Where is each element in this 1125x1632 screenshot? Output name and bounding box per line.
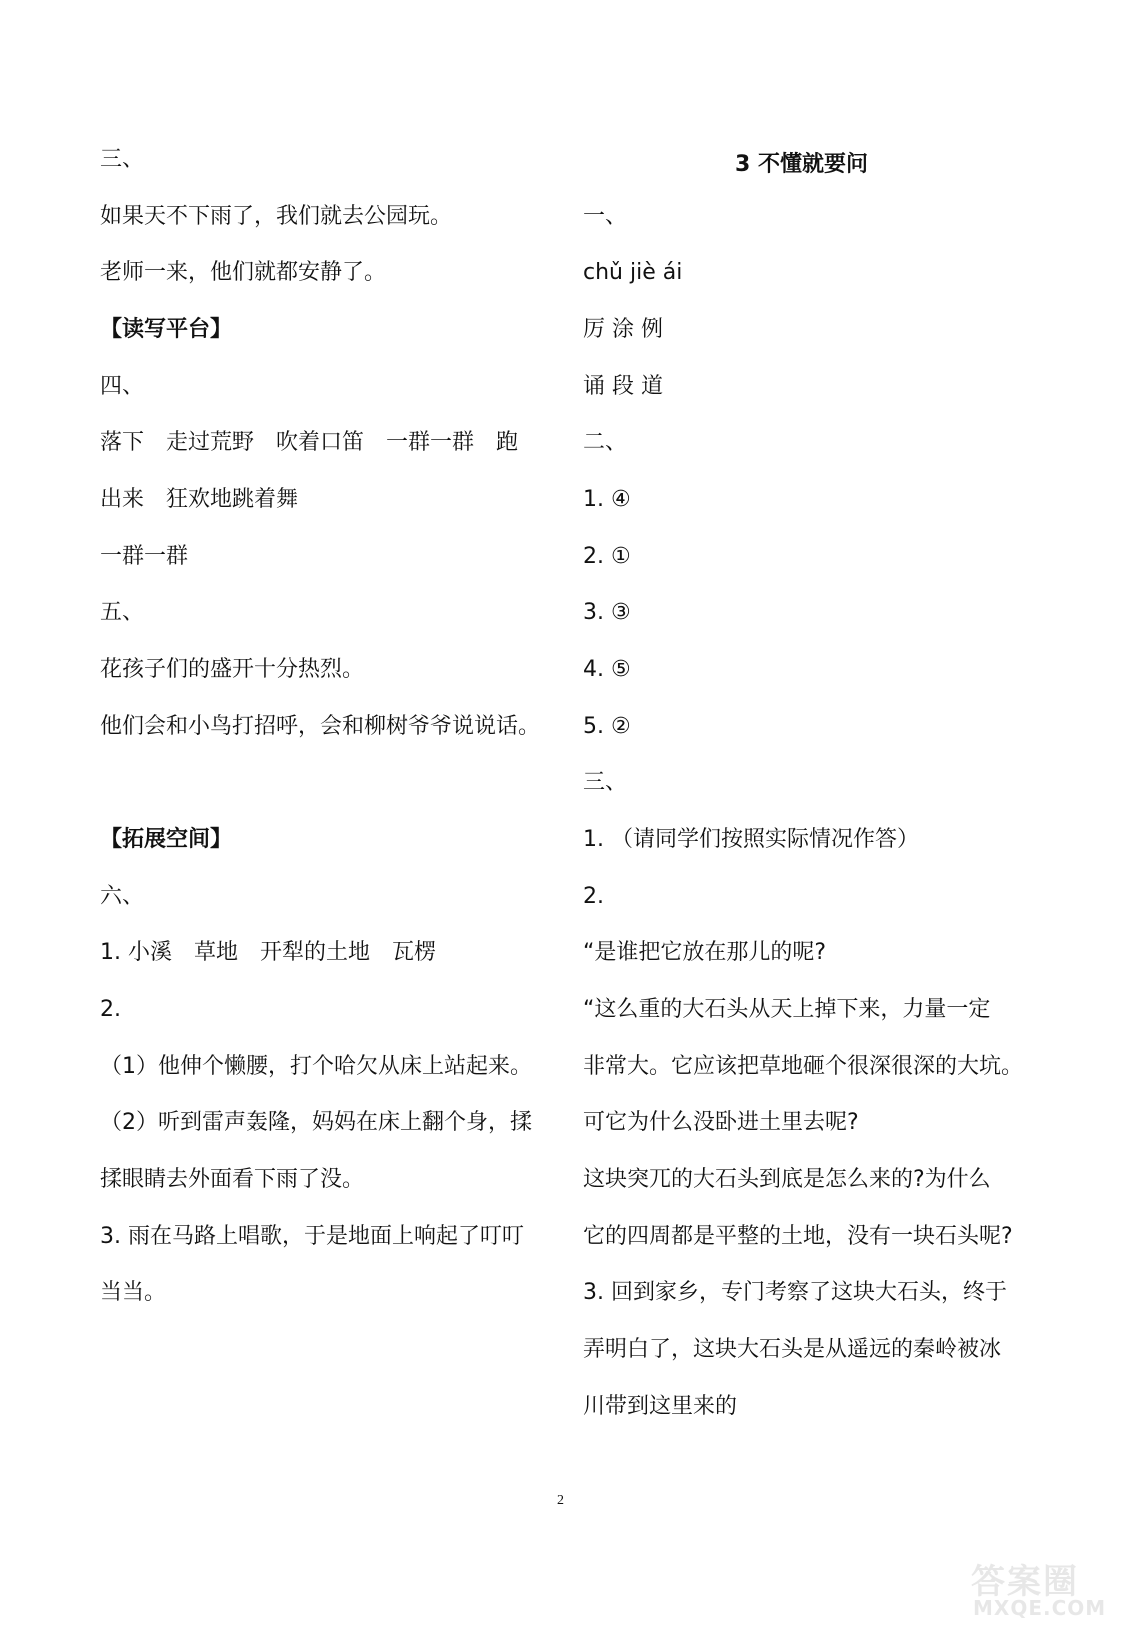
section-heading-reading-writing: 【读写平台】 [100, 317, 233, 342]
right-line-3: 厉 涂 例 [583, 317, 663, 342]
left-line-19: 3. 雨在马路上唱歌，于是地面上响起了叮叮 [100, 1224, 524, 1249]
right-line-22: 川带到这里来的 [583, 1394, 738, 1419]
right-line-10: 5. ② [583, 714, 631, 739]
right-line-1: 一、 [583, 204, 628, 229]
right-line-21: 弄明白了，这块大石头是从遥远的秦岭被冰 [583, 1337, 1002, 1362]
right-line-12: 1. （请同学们按照实际情况作答） [583, 827, 919, 852]
left-line-16: （1）他伸个懒腰，打个哈欠从床上站起来。 [100, 1054, 532, 1079]
watermark-url: MXQE.COM [973, 1596, 1107, 1620]
left-line-17: （2）听到雷声轰隆，妈妈在床上翻个身，揉 [100, 1110, 532, 1135]
right-line-9: 4. ⑤ [583, 657, 631, 682]
left-line-11: 他们会和小鸟打招呼，会和柳树爷爷说说话。 [100, 714, 541, 739]
right-line-2: chǔ jiè ái [583, 260, 683, 285]
left-line-6: 落下 走过荒野 吹着口笛 一群一群 跑 [100, 430, 519, 455]
left-line-2: 如果天不下雨了，我们就去公园玩。 [100, 204, 453, 229]
left-line-20: 当当。 [100, 1280, 167, 1305]
lesson-title: 3 不懂就要问 [735, 152, 868, 177]
right-line-15: “这么重的大石头从天上掉下来，力量一定 [583, 997, 991, 1022]
left-line-18: 揉眼睛去外面看下雨了没。 [100, 1167, 365, 1192]
left-line-5: 四、 [100, 374, 145, 399]
right-line-11: 三、 [583, 770, 628, 795]
left-line-13: 六、 [100, 884, 145, 909]
right-line-13: 2. [583, 884, 604, 909]
left-line-1: 三、 [100, 147, 145, 172]
right-line-19: 它的四周都是平整的土地，没有一块石头呢? [583, 1224, 1013, 1249]
right-line-17: 可它为什么没卧进土里去呢? [583, 1110, 859, 1135]
right-line-6: 1. ④ [583, 487, 631, 512]
right-line-4: 诵 段 道 [583, 374, 663, 399]
left-line-7: 出来 狂欢地跳着舞 [100, 487, 299, 512]
left-line-14: 1. 小溪 草地 开犁的土地 瓦楞 [100, 940, 436, 965]
left-line-15: 2. [100, 997, 121, 1022]
right-line-16: 非常大。它应该把草地砸个很深很深的大坑。 [583, 1054, 1024, 1079]
left-line-10: 花孩子们的盛开十分热烈。 [100, 657, 365, 682]
section-heading-extension: 【拓展空间】 [100, 827, 233, 852]
right-line-14: “是谁把它放在那儿的呢? [583, 940, 827, 965]
watermark-text: 答案圈 [971, 1562, 1079, 1602]
watermark-logo [967, 1554, 1117, 1624]
right-line-20: 3. 回到家乡，专门考察了这块大石头，终于 [583, 1280, 1007, 1305]
right-line-8: 3. ③ [583, 600, 631, 625]
right-line-18: 这块突兀的大石头到底是怎么来的?为什么 [583, 1167, 991, 1192]
left-line-3: 老师一来，他们就都安静了。 [100, 260, 387, 285]
left-line-8: 一群一群 [100, 544, 189, 569]
right-line-7: 2. ① [583, 544, 631, 569]
page-number: 2 [557, 1493, 564, 1508]
right-line-5: 二、 [583, 430, 628, 455]
left-line-9: 五、 [100, 600, 145, 625]
